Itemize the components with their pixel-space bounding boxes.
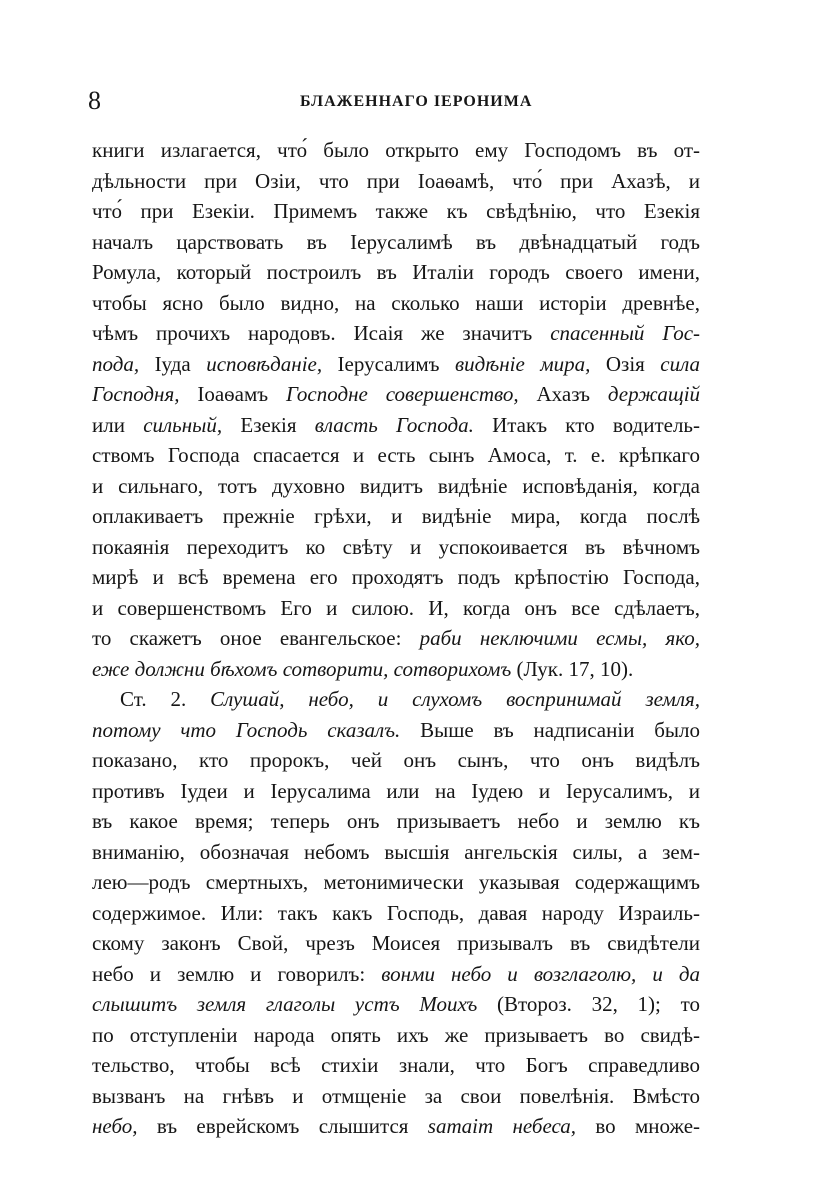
text-line (92, 654, 700, 685)
italic-segment: небо, (92, 1114, 138, 1138)
italic-segment: вонми небо и возглаголю, и да (381, 961, 700, 986)
text-line: въ какое время; теперь онъ призываетъ небо и землю къ (92, 809, 700, 833)
text-line (92, 684, 700, 715)
text-segment: Іоаѳамъ (197, 382, 269, 406)
page-number: 8 (88, 86, 101, 115)
text-line (92, 623, 700, 654)
text-segment: Итакъ кто водитель- (492, 412, 700, 437)
paragraph (92, 684, 700, 1142)
text-line: противъ Іудеи и Іерусалима или на Іудею и Іерусалимъ, и (92, 778, 700, 803)
italic-segment: потому что Господь сказалъ. (92, 717, 401, 742)
text-line: дѣльности при Озіи, что при Іоаѳамѣ, что́ при Ахазѣ, и (92, 168, 700, 193)
text-segment: Озія (605, 351, 645, 376)
text-line: вниманію, обозначая небомъ высшія ангельскія силы, а зем- (92, 839, 700, 864)
text-line: книги излагается, что́ было открыто ему Господомъ въ от- (92, 138, 700, 162)
text-line (92, 959, 700, 990)
text-line: тельство, чтобы всѣ стихіи знали, что Богъ справедливо (92, 1053, 700, 1077)
paragraph (92, 135, 700, 684)
text-line: чтобы ясно было видно, на сколько наши исторіи древнѣе, (92, 290, 700, 315)
text-segment: (Второз. 32, 1); то (496, 992, 700, 1016)
text-segment: небо и землю и говорилъ: (92, 961, 366, 986)
text-segment: Выше въ надписаніи было (420, 717, 700, 742)
text-segment: или (92, 412, 125, 437)
italic-segment: спасенный Гос- (550, 321, 700, 345)
text-line: содержимое. Или: такъ какъ Господь, давая народу Израиль- (92, 900, 700, 925)
text-line (92, 715, 700, 746)
italic-segment: еже должни бѣхомъ сотворити, сотворихомъ (92, 656, 512, 681)
text-line: лею—родъ смертныхъ, метонимически указывая содержащимъ (92, 870, 700, 894)
text-segment: Іуда (154, 351, 191, 376)
text-line: началъ царствовать въ Іерусалимѣ въ двѣнадцатый годъ (92, 229, 700, 254)
text-line: и сильнаго, тотъ духовно видитъ видѣніе исповѣданія, когда (92, 473, 700, 498)
text-line (92, 379, 700, 410)
text-line (92, 349, 700, 380)
text-segment: во множе- (595, 1114, 700, 1138)
text-segment: Іерусалимъ (337, 351, 440, 376)
text-line (92, 989, 700, 1020)
text-segment: (Лук. 17, 10). (516, 656, 634, 681)
verse-label: Ст. 2. (120, 687, 187, 711)
italic-segment: слышитъ земля глаголы устъ Моихъ (92, 992, 478, 1016)
text-line: показано, кто пророкъ, чей онъ сынъ, что онъ видѣлъ (92, 748, 700, 772)
text-line: скому законъ Свой, чрезъ Моисея призывалъ въ свидѣтели (92, 931, 700, 955)
text-line (92, 410, 700, 441)
text-line: по отступленіи народа опять ихъ же призываетъ во свидѣ- (92, 1022, 700, 1047)
text-line (92, 1111, 700, 1142)
text-segment: Ахазъ (536, 382, 591, 406)
italic-segment: Слушай, небо, и слухомъ воспринимай земля, (210, 687, 700, 711)
text-line: и совершенствомъ Его и силою. И, когда онъ все сдѣлаетъ, (92, 595, 700, 620)
italic-segment: видѣніе мира, (455, 351, 591, 376)
italic-segment: сильный, (143, 412, 223, 437)
running-title: БЛАЖЕННАГО ІЕРОНИМА (300, 93, 533, 110)
text-line: ствомъ Господа спасается и есть сынъ Амоса, т. е. крѣпкаго (92, 443, 700, 467)
body-text (92, 135, 700, 1142)
text-segment: то скажетъ оное евангельское: (92, 626, 402, 650)
text-line (92, 318, 700, 349)
italic-segment: Господне совершенство, (286, 382, 519, 406)
italic-segment: власть Господа. (314, 412, 474, 437)
italic-segment: пода, (92, 351, 140, 376)
text-line: вызванъ на гнѣвъ и отмщеніе за свои повелѣнія. Вмѣсто (92, 1083, 700, 1108)
italic-segment: сила (660, 351, 700, 376)
italic-segment: раби неключими есмы, яко, (419, 626, 700, 650)
text-line: что́ при Езекіи. Примемъ также къ свѣдѣнію, что Езекія (92, 199, 700, 223)
italic-segment: исповѣданіе, (206, 351, 323, 376)
text-line: мирѣ и всѣ времена его проходятъ подъ крѣпостію Господа, (92, 565, 700, 589)
text-segment: чѣмъ прочихъ народовъ. Исаія же значитъ (92, 321, 533, 345)
italic-segment: samaim небеса, (427, 1114, 577, 1138)
italic-segment: держащій (607, 382, 700, 406)
text-line: оплакиваетъ прежніе грѣхи, и видѣніе мира, когда послѣ (92, 504, 700, 528)
italic-segment: Господня, (92, 382, 180, 406)
text-segment: Езекія (240, 412, 297, 437)
text-line: покаянія переходитъ ко свѣту и успокоивается въ вѣчномъ (92, 534, 700, 559)
text-line: Ромула, который построилъ въ Италіи городъ своего имени, (92, 260, 700, 284)
text-segment: въ еврейскомъ слышится (156, 1114, 409, 1138)
